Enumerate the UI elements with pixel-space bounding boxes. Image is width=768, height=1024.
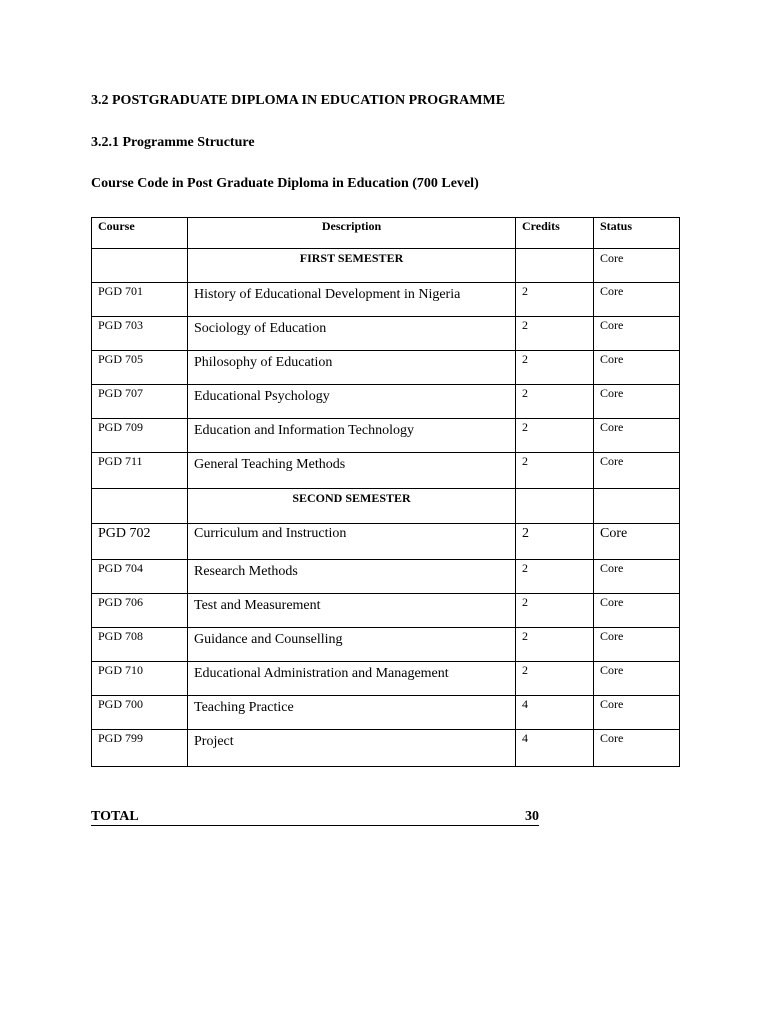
table-row bbox=[92, 317, 680, 351]
cell-course: PGD 710 bbox=[92, 662, 188, 696]
cell-status: Core bbox=[594, 662, 680, 696]
second-semester-row bbox=[92, 489, 680, 524]
cell-description: General Teaching Methods bbox=[188, 453, 516, 489]
cell-credits: 2 bbox=[516, 560, 594, 594]
total-label: TOTAL bbox=[91, 809, 139, 824]
table-row bbox=[92, 560, 680, 594]
cell-description: Educational Psychology bbox=[188, 385, 516, 419]
cell-credits: 4 bbox=[516, 696, 594, 730]
cell-status: Core bbox=[594, 696, 680, 730]
cell-status: Core bbox=[594, 453, 680, 489]
cell-description: Philosophy of Education bbox=[188, 351, 516, 385]
table-row bbox=[92, 594, 680, 628]
cell-description: Guidance and Counselling bbox=[188, 628, 516, 662]
cell-status: Core bbox=[594, 594, 680, 628]
cell-description: Teaching Practice bbox=[188, 696, 516, 730]
header-description: Description bbox=[188, 218, 516, 249]
table-row bbox=[92, 628, 680, 662]
cell-course: PGD 705 bbox=[92, 351, 188, 385]
table-row bbox=[92, 351, 680, 385]
cell-status: Core bbox=[594, 385, 680, 419]
cell-course: PGD 709 bbox=[92, 419, 188, 453]
header-status: Status bbox=[594, 218, 680, 249]
cell-description: Curriculum and Instruction bbox=[188, 524, 516, 560]
table-row bbox=[92, 696, 680, 730]
first-semester-status: Core bbox=[594, 249, 680, 283]
cell-course: PGD 707 bbox=[92, 385, 188, 419]
cell-description: Education and Information Technology bbox=[188, 419, 516, 453]
cell-credits: 2 bbox=[516, 351, 594, 385]
table-cell bbox=[92, 249, 188, 283]
table-cell bbox=[92, 489, 188, 524]
cell-course: PGD 703 bbox=[92, 317, 188, 351]
cell-status: Core bbox=[594, 283, 680, 317]
cell-status: Core bbox=[594, 419, 680, 453]
first-semester-label: FIRST SEMESTER bbox=[188, 249, 516, 283]
cell-course: PGD 700 bbox=[92, 696, 188, 730]
section-heading: 3.2 POSTGRADUATE DIPLOMA IN EDUCATION PROGRAMME bbox=[91, 93, 506, 108]
cell-credits: 2 bbox=[516, 662, 594, 696]
cell-course: PGD 711 bbox=[92, 453, 188, 489]
cell-credits: 2 bbox=[516, 594, 594, 628]
cell-description: Educational Administration and Management bbox=[188, 662, 516, 696]
cell-course: PGD 708 bbox=[92, 628, 188, 662]
cell-description: Sociology of Education bbox=[188, 317, 516, 351]
table-body bbox=[92, 249, 680, 767]
cell-credits: 2 bbox=[516, 524, 594, 560]
cell-status: Core bbox=[594, 560, 680, 594]
cell-course: PGD 702 bbox=[92, 524, 188, 560]
cell-status: Core bbox=[594, 317, 680, 351]
header-credits: Credits bbox=[516, 218, 594, 249]
cell-credits: 2 bbox=[516, 628, 594, 662]
table-row bbox=[92, 283, 680, 317]
table-cell bbox=[594, 489, 680, 524]
cell-description: History of Educational Development in Nigeria bbox=[188, 283, 516, 317]
table-row bbox=[92, 385, 680, 419]
cell-course: PGD 706 bbox=[92, 594, 188, 628]
cell-course: PGD 799 bbox=[92, 730, 188, 767]
table-cell bbox=[516, 249, 594, 283]
table-caption: Course Code in Post Graduate Diploma in Education (700 Level) bbox=[91, 176, 479, 191]
cell-status: Core bbox=[594, 730, 680, 767]
table-header-row bbox=[92, 218, 680, 249]
cell-credits: 2 bbox=[516, 453, 594, 489]
second-semester-label: SECOND SEMESTER bbox=[188, 489, 516, 524]
cell-status: Core bbox=[594, 351, 680, 385]
cell-course: PGD 704 bbox=[92, 560, 188, 594]
header-course: Course bbox=[92, 218, 188, 249]
table-row bbox=[92, 524, 680, 560]
table-row bbox=[92, 730, 680, 767]
total-row bbox=[91, 807, 539, 826]
cell-status: Core bbox=[594, 524, 680, 560]
cell-credits: 2 bbox=[516, 283, 594, 317]
cell-credits: 2 bbox=[516, 317, 594, 351]
cell-credits: 4 bbox=[516, 730, 594, 767]
table-row bbox=[92, 662, 680, 696]
cell-credits: 2 bbox=[516, 419, 594, 453]
total-value: 30 bbox=[525, 809, 539, 824]
table-row bbox=[92, 453, 680, 489]
cell-description: Research Methods bbox=[188, 560, 516, 594]
table-row bbox=[92, 419, 680, 453]
cell-description: Test and Measurement bbox=[188, 594, 516, 628]
cell-description: Project bbox=[188, 730, 516, 767]
cell-course: PGD 701 bbox=[92, 283, 188, 317]
cell-credits: 2 bbox=[516, 385, 594, 419]
table-cell bbox=[516, 489, 594, 524]
course-table bbox=[91, 217, 680, 767]
cell-status: Core bbox=[594, 628, 680, 662]
subsection-heading: 3.2.1 Programme Structure bbox=[91, 135, 255, 150]
first-semester-row bbox=[92, 249, 680, 283]
